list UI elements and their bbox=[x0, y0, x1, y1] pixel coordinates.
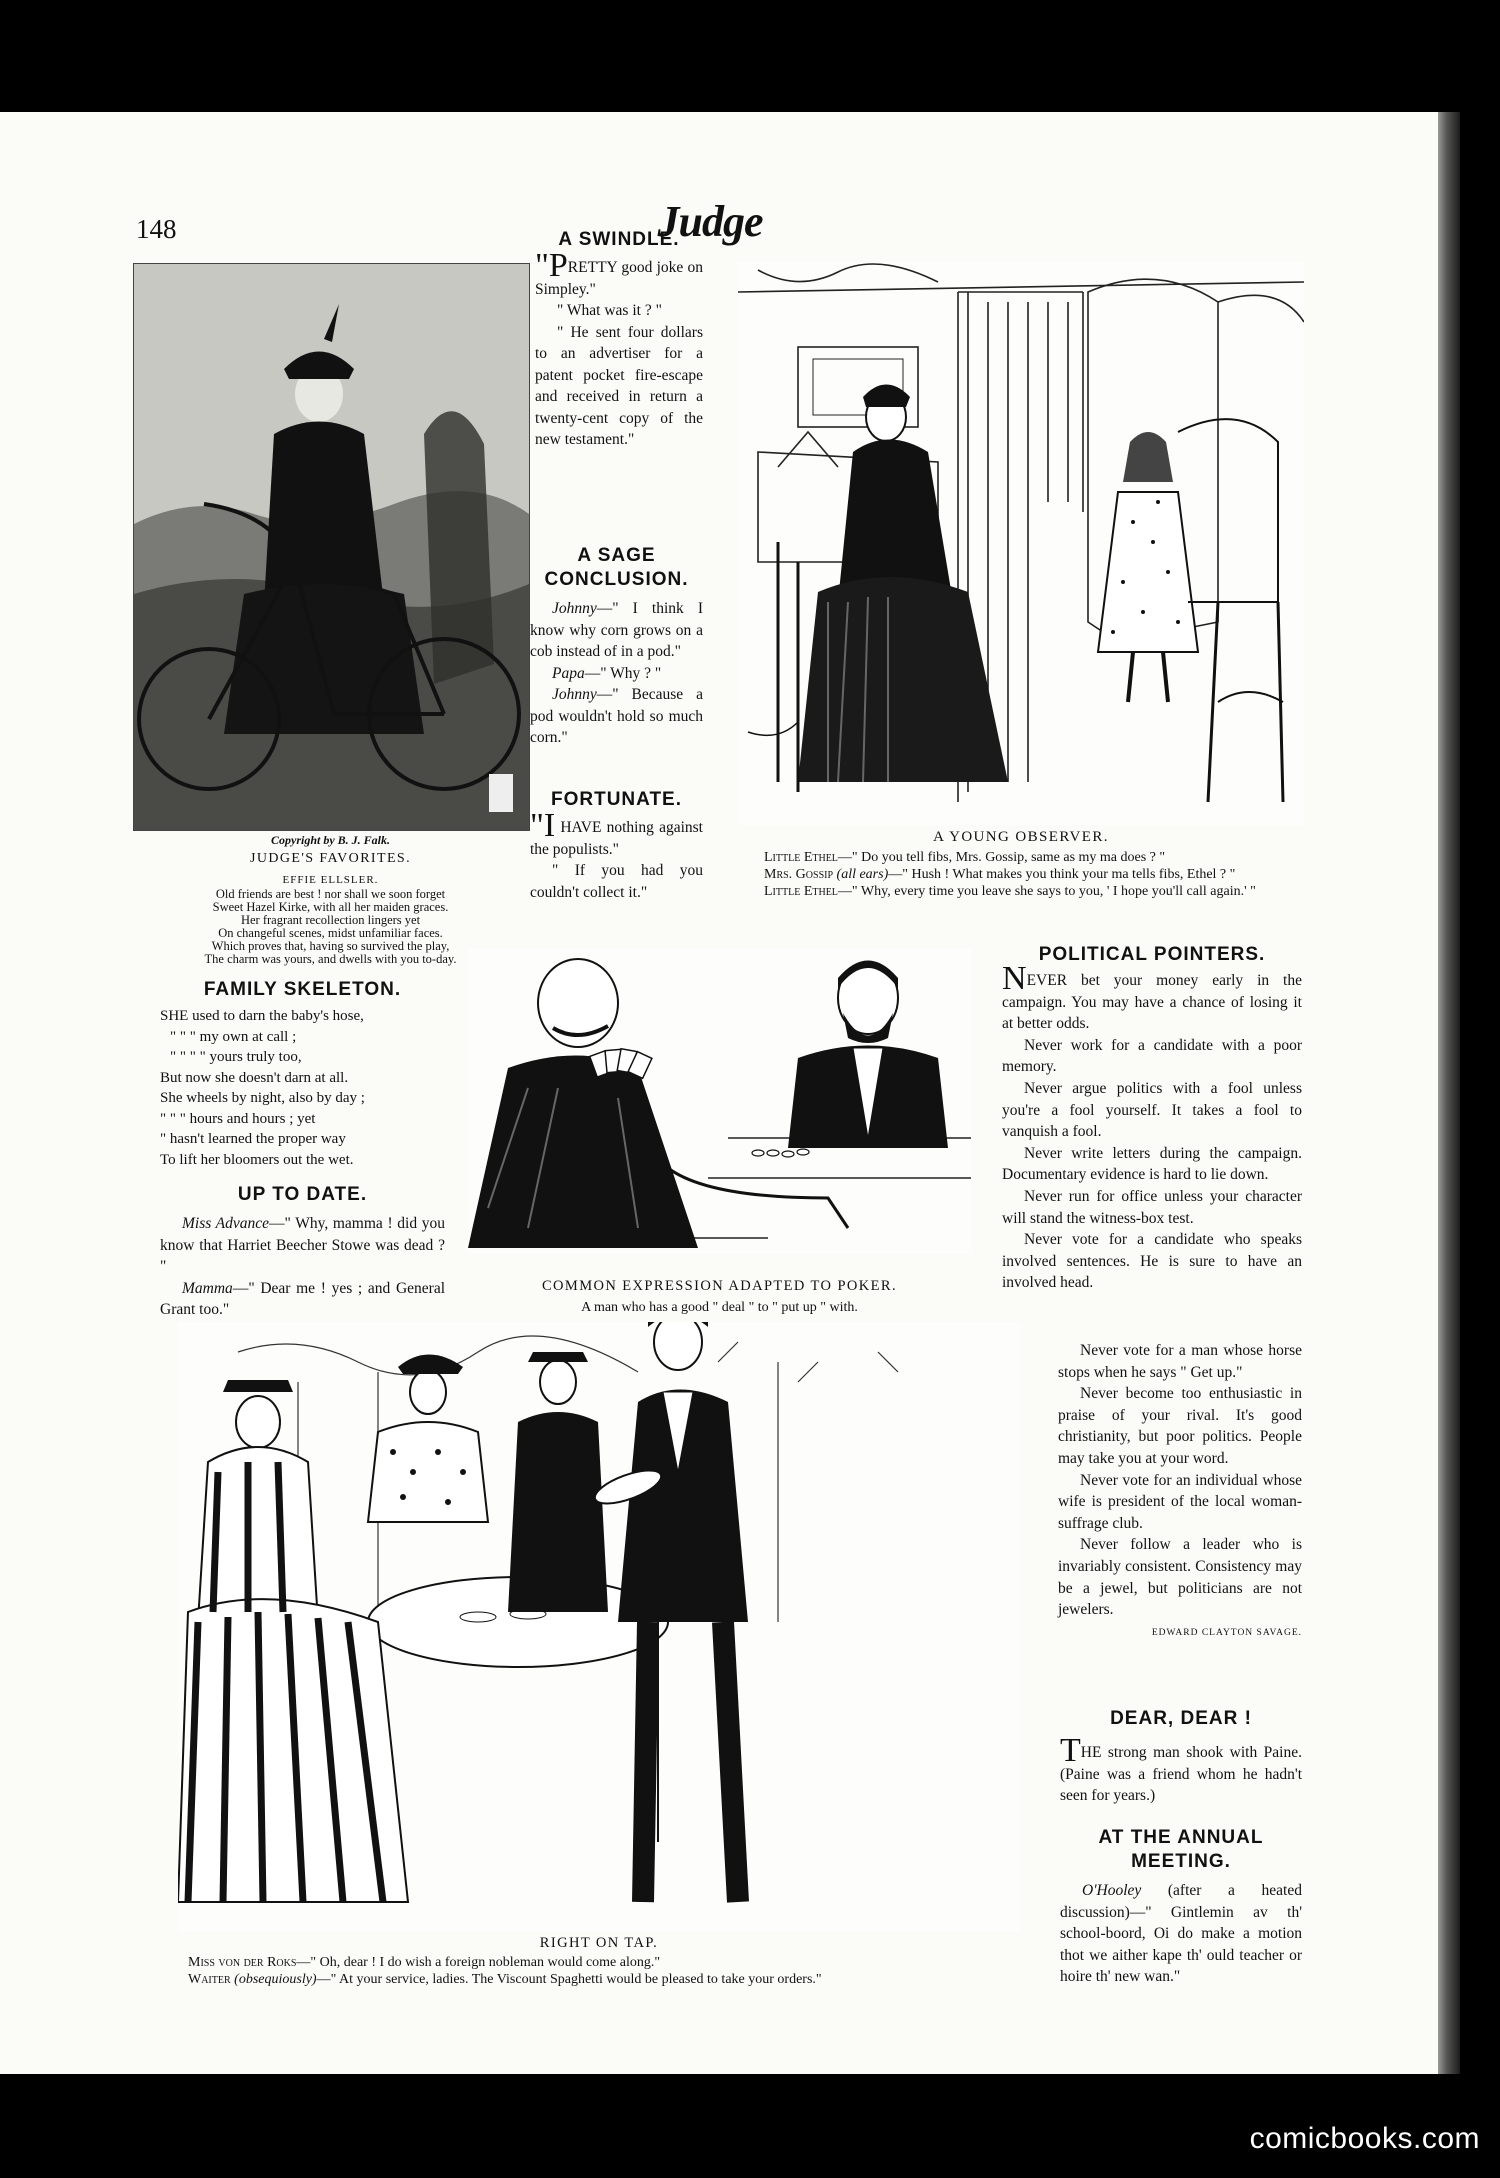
up-to-date-title: UP TO DATE. bbox=[237, 1184, 368, 1205]
political-pointers-article: POLITICAL POINTERS. NEVER bet your money early in the campaign. You may have a chance of losing it at better odds. Never work for a candidate with a poor memory. Never argue politics with a fool unless you're a fool yourself. It takes a fool to vanquish a fool. Never write letters during the campaign. Documentary evidence is hard to lie down. Never run for office unless your character will stand the witness-box test. Never vote for a candidate who speaks involved sentences. He is sure to have an involved head. bbox=[1002, 944, 1302, 1292]
fortunate-article: FORTUNATE. "I HAVE nothing against the populists." " If you had you couldn't collect it." bbox=[530, 789, 703, 901]
judges-favorites-title: JUDGE'S FAVORITES. bbox=[249, 851, 411, 866]
effie-ellsler-photo bbox=[133, 263, 530, 831]
masthead-judge: Judge bbox=[657, 197, 763, 246]
political-pointers-author: EDWARD CLAYTON SAVAGE. bbox=[1151, 1627, 1302, 1638]
poker-illustration bbox=[468, 948, 971, 1254]
swindle-title: A SWINDLE. bbox=[558, 229, 680, 250]
young-observer-dialogue: Little Ethel—" Do you tell fibs, Mrs. Gossip, same as my ma does ? " Mrs. Gossip (all ears)—" Hush ! What makes you think your ma tells fibs, Ethel ? " Little Ethel—" Why, every time you leave she says to you, ' I hope you'll call again.' " bbox=[764, 850, 1256, 899]
judges-favorites-name: EFFIE ELLSLER. bbox=[282, 874, 379, 886]
site-watermark[interactable]: comicbooks.com bbox=[1249, 2122, 1480, 2155]
poker-title: COMMON EXPRESSION ADAPTED TO POKER. bbox=[541, 1278, 898, 1294]
dear-dear-title: DEAR, DEAR ! bbox=[1110, 1708, 1252, 1729]
political-pointers-title: POLITICAL POINTERS. bbox=[1038, 944, 1266, 965]
family-skeleton-verse: SHE used to darn the baby's hose, " " " my own at call ; " " " " yours truly too, But now she doesn't darn at all. She wheels by night, also by day ; " " " hours and hours ; yet " hasn't learned the proper way To lift her bloomers out the wet. bbox=[160, 1008, 365, 1168]
political-pointers-continued: Never vote for a man whose horse stops when he says " Get up." Never become too enthusiastic in praise of your rival. It's good christianity, but poor politics. People may take you at your word. Never vote for an individual whose wife is president of the local woman-suffrage club. Never follow a leader who is invariably consistent. Consistency may be a jewel, but politicians are not jewelers. EDWARD CLAYTON SAVAGE. bbox=[1058, 1340, 1302, 1644]
right-on-tap-title: RIGHT ON TAP. bbox=[539, 1935, 659, 1951]
right-on-tap-dialogue: Miss von der Roks—" Oh, dear ! I do wish a foreign nobleman would come along." Waiter (obsequiously)—" At your service, ladies. The Viscount Spaghetti would be pleased to take your orders." bbox=[188, 1955, 822, 1987]
poker-caption: A man who has a good " deal " to " put up " with. bbox=[581, 1300, 858, 1315]
swindle-article: A SWINDLE. "PRETTY good joke on Simpley." " What was it ? " " He sent four dollars to an advertiser for a patent pocket fire-escape and received in return a twenty-cent copy of the new testament." bbox=[535, 229, 703, 448]
young-observer-title: A YOUNG OBSERVER. bbox=[933, 829, 1109, 845]
page-binding-edge bbox=[1438, 112, 1460, 2074]
page-number: 148 bbox=[136, 214, 177, 244]
sage-conclusion-article: A SAGE CONCLUSION. Johnny—" I think I know why corn grows on a cob instead of in a pod." Papa—" Why ? " Johnny—" Because a pod wouldn't hold so much corn." bbox=[530, 545, 703, 746]
family-skeleton-title: FAMILY SKELETON. bbox=[203, 979, 402, 1000]
sage-conclusion-title: A SAGE CONCLUSION. bbox=[544, 545, 689, 590]
right-on-tap-illustration bbox=[178, 1322, 1020, 1932]
photo-copyright: Copyright by B. J. Falk. bbox=[270, 833, 390, 847]
dear-dear-article: DEAR, DEAR ! THE strong man shook with Paine. (Paine was a friend whom he hadn't seen for years.) bbox=[1060, 1708, 1302, 1804]
family-skeleton-article bbox=[160, 978, 445, 1002]
young-observer-illustration bbox=[738, 262, 1304, 825]
annual-meeting-title: AT THE ANNUAL MEETING. bbox=[1098, 1827, 1264, 1872]
up-to-date-article: UP TO DATE. Miss Advance—" Why, mamma ! did you know that Harriet Beecher Stowe was dead ? " Mamma—" Dear me ! yes ; and General Grant too." bbox=[160, 1184, 445, 1318]
judges-favorites-verse: Old friends are best ! nor shall we soon forget Sweet Hazel Kirke, with all her maiden graces. Her fragrant recollection lingers yet On changeful scenes, midst unfamiliar faces. Which proves that, having so survived the play, The charm was yours, and dwells with you to-day. bbox=[204, 887, 457, 966]
annual-meeting-article: AT THE ANNUAL MEETING. O'Hooley (after a heated discussion)—" Gintlemin av th' school-boord, Oi do make a motion thot we aither kape th' ould teacher or hoire th' new wan." bbox=[1060, 1827, 1302, 1985]
fortunate-title: FORTUNATE. bbox=[550, 789, 683, 810]
